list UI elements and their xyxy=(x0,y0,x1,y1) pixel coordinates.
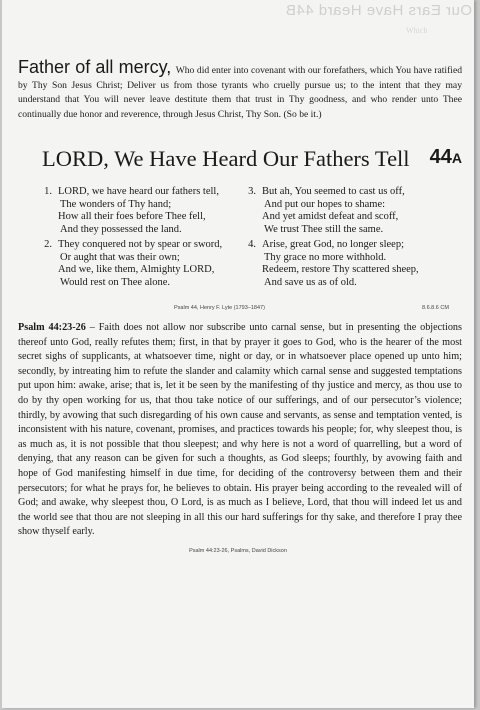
stanza-number: 4. xyxy=(248,239,256,250)
hymn-number-suffix: A xyxy=(451,150,462,166)
stanza-line: And put our hopes to shame: xyxy=(264,198,386,210)
stanza-line: LORD, we have heard our fathers tell, xyxy=(58,186,219,197)
prayer-body: Who did enter into covenant with our forefathers, which You have ratified by Thy Son Jesus Christ; Deliver us from those tyrants who cruelly pursue us; to the intent that they may understand that You will never leave destitute them that trust in Thy goodness, and who render unto Thee continually due honor and reverence, through Jesus Christ, Thy Son. (So be it.) xyxy=(18,65,462,120)
commentary-body: – Faith does not allow nor subscribe unto carnal sense, but in presenting the objections thereof unto God, really refutes them; first, in that by prayer it goes to God, who is the hearer of the most secret sighs of supplicants, at whatsoever time, night or day, or in whatsoever place opened up unto him; secondly, by intreating him to refute the slander and calamity which carnal sense and suggested temptations put upon him: awake, arise; that is, let it be seen by the manifesting of thy justice and mercy, as thou use to do by thy open working for us, that thou take notice of our sufferings, and of our persecutor’s violence; thirdly, by avowing that such disregarding of his own cause and servants, as sense and temptation vented, is inconsistent with his nature, covenant, promises, and practices towards his people; for, why sleepest thou, is as much as, it is not possible that thou sleepest; and why here is not a word of quarrelling, but a word of denying, that any reason can be given for such a thoughts, as God sleeps; fourthly, by avowing faith and hope of God manifesting himself in due time, for deciding of the controversy between them and their persecutors; for what he prays for, he believes to obtain. His prayer being according to the revealed will of God; and awake, why sleepest thou, O Lord, is as much as I believe, Lord, that thou will indeed let us and the world see that thou are not sleeping in all this our hard sufferings for thy sake, and therefore I pray thee show thyself early. xyxy=(18,322,462,538)
bleed-through-fragment: Which xyxy=(406,26,428,35)
hymn-meter: 8.6.8.6 CM xyxy=(422,305,449,311)
stanza-line: And we, like them, Almighty LORD, xyxy=(58,264,215,276)
stanza-line: The wonders of Thy hand; xyxy=(60,198,172,210)
stanza-line: Or aught that was their own; xyxy=(60,251,180,263)
stanza-line: But ah, You seemed to cast us off, xyxy=(262,186,405,197)
prayer-lead: Father of all mercy, xyxy=(18,57,172,77)
hymn-title: LORD, We Have Heard Our Fathers Tell xyxy=(42,146,410,171)
stanza-line: Thy grace no more withhold. xyxy=(264,251,387,263)
psalm-commentary xyxy=(18,321,462,540)
stanza-line: Arise, great God, no longer sleep; xyxy=(262,239,405,250)
stanza-line: How all their foes before Thee fell, xyxy=(58,211,206,223)
stanza-line: And save us as of old. xyxy=(264,276,357,288)
stanza-line: Redeem, restore Thy scattered sheep, xyxy=(262,264,419,276)
bleed-through-header: Our Ears Have Heard 44B xyxy=(285,2,472,19)
stanza-number: 3. xyxy=(248,186,256,197)
hymn-credit: Psalm 44, Henry F. Lyte (1793–1847) xyxy=(174,305,265,311)
stanza-line: Would rest on Thee alone. xyxy=(60,276,171,288)
stanza-line: And they possessed the land. xyxy=(60,223,182,235)
hymnal-page xyxy=(2,0,474,708)
commentary-source: Psalm 44:23-26, Psalms, David Dickson xyxy=(189,548,287,554)
stanza-line: And yet amidst defeat and scoff, xyxy=(262,211,399,223)
hymn-number-value: 44 xyxy=(429,146,452,168)
stanza-line: They conquered not by spear or sword, xyxy=(58,239,223,250)
opening-prayer xyxy=(18,57,462,122)
commentary-reference: Psalm 44:23-26 xyxy=(18,322,86,333)
stanza-number: 1. xyxy=(44,186,52,197)
stanza-number: 2. xyxy=(44,239,52,250)
hymn-header xyxy=(42,146,462,176)
stanza-line: We trust Thee still the same. xyxy=(264,223,384,235)
hymn-number xyxy=(430,146,462,169)
